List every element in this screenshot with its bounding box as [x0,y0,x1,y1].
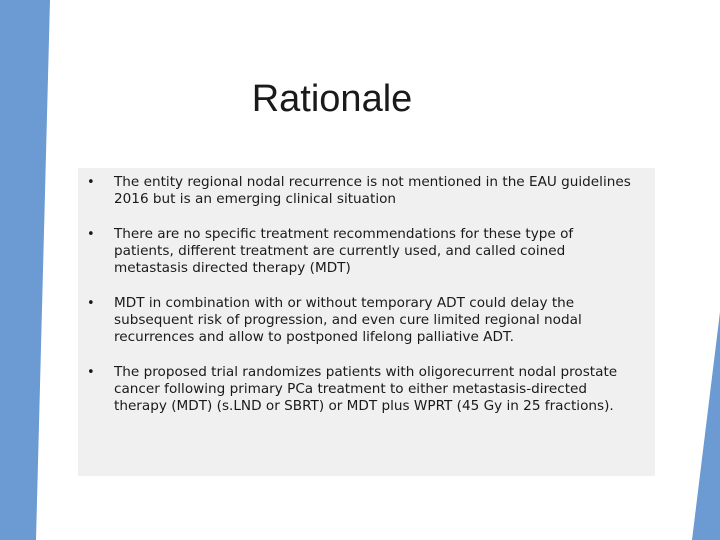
bullet-text: There are no specific treatment recommendations for these type of patients, different treatment are currently used, and called coined metastasis directed therapy (MDT) [114,226,574,276]
bullet-marker: • [87,365,95,380]
slide-title: Rationale [251,78,413,120]
bullet-item [86,295,633,346]
right-accent-band [692,312,720,540]
bullet-item [86,174,633,208]
bullet-text: MDT in combination with or without temporary ADT could delay the subsequent risk of progression, and even cure limited regional nodal recurrences and allow to postponed lifelong palliative ADT. [114,295,582,345]
content-box [78,168,655,476]
bullet-item [86,226,633,277]
bullet-marker: • [87,175,95,190]
bullet-marker: • [87,227,95,242]
bullet-marker: • [87,296,95,311]
bullet-item [86,364,633,415]
bullet-text: The proposed trial randomizes patients with oligorecurrent nodal prostate cancer following primary PCa treatment to either metastasis-directed therapy (MDT) (s.LND or SBRT) or MDT plus WPRT (45 Gy in 25 fractions). [114,364,618,414]
bullet-list [86,174,633,415]
bullet-text: The entity regional nodal recurrence is not mentioned in the EAU guidelines 2016 but is an emerging clinical situation [114,174,631,207]
